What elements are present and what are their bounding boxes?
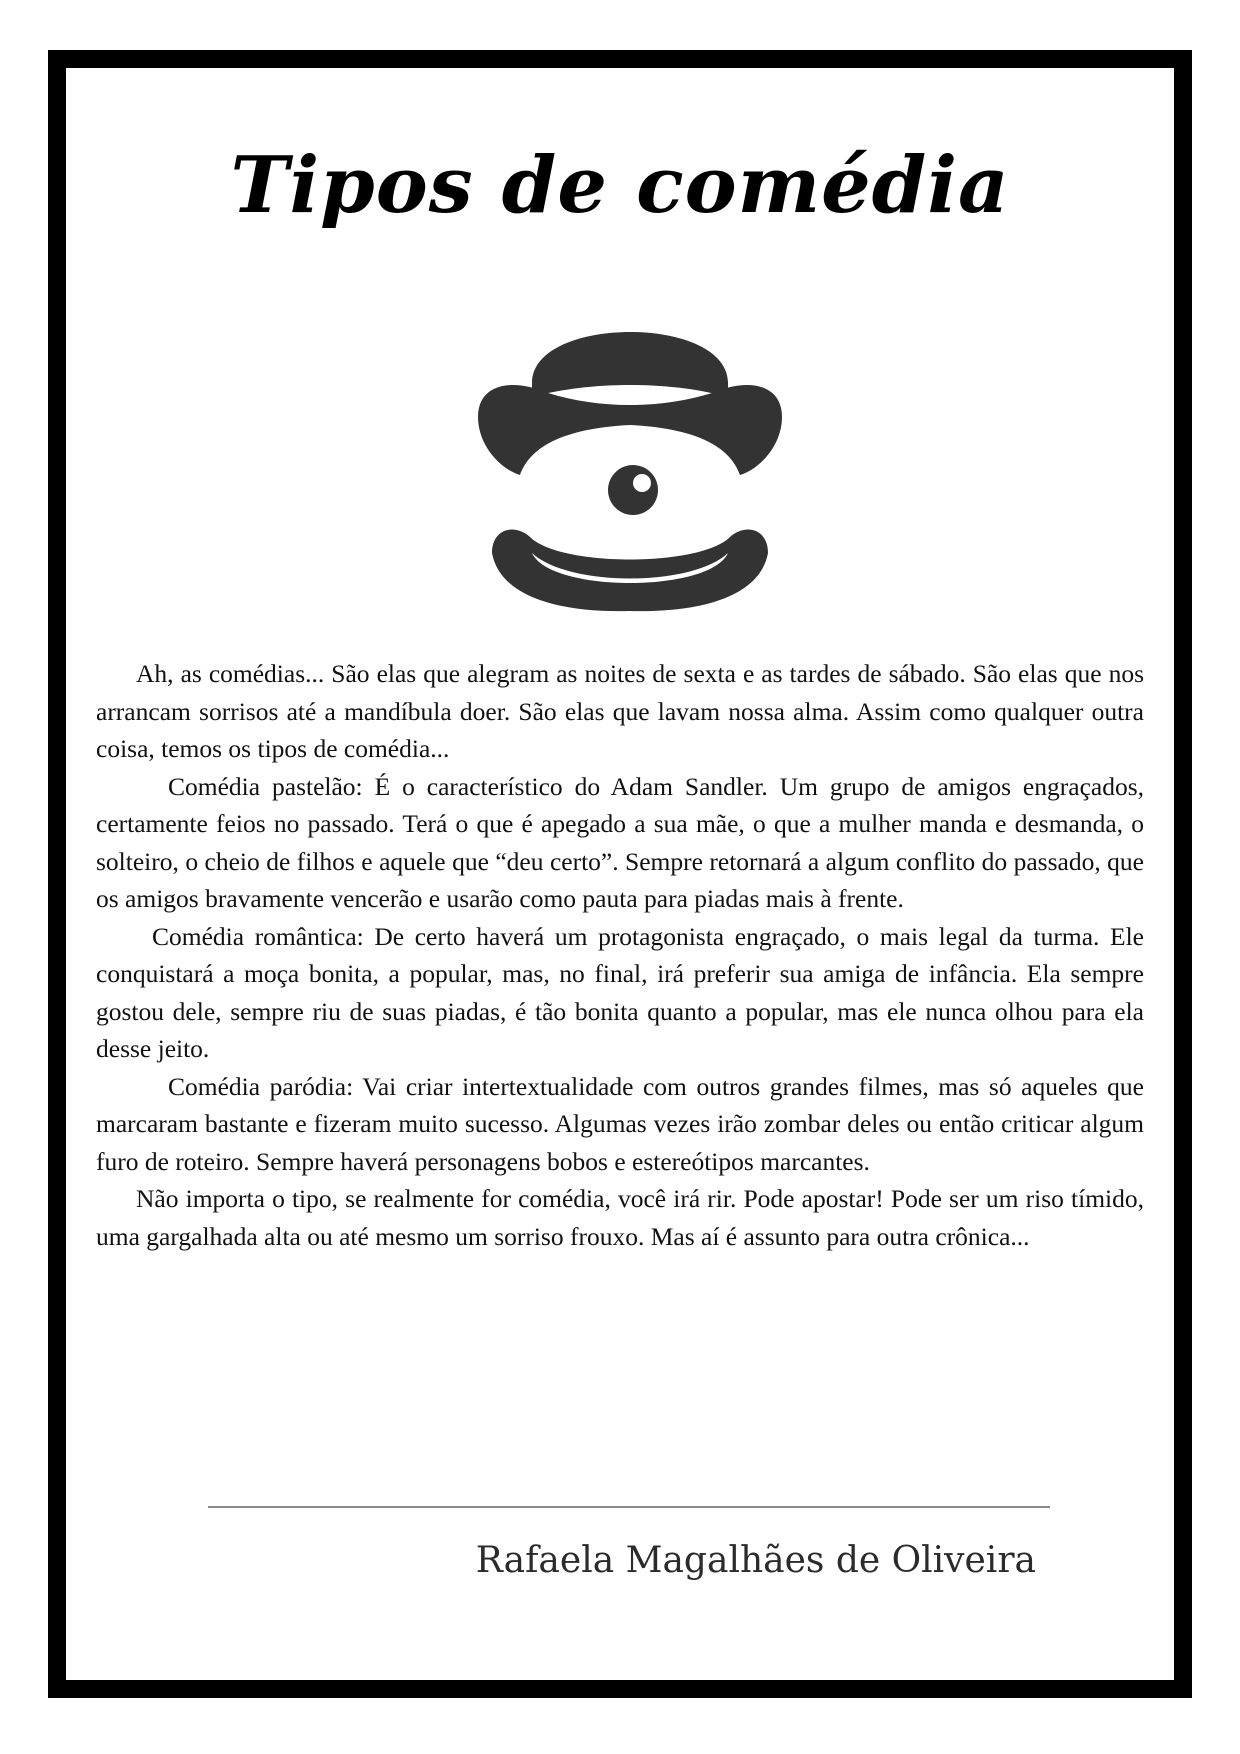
signature-line [208, 1506, 1050, 1508]
author-signature: Rafaela Magalhães de Oliveira [475, 1540, 1036, 1581]
page-title: Tipos de comédia [230, 140, 1010, 231]
clown-nose [608, 465, 658, 515]
article-body [96, 655, 1144, 1255]
paragraph-romantica: Comédia romântica: De certo haverá um protagonista engraçado, o mais legal da turma. Ele conquistará a moça bonita, a popular, mas, no final, irá preferir sua amiga de infância. Ela sempre gostou dele, sempre riu de suas piadas, é tão bonita quanto a popular, mas ele nunca olhou para ela desse jeito. [96, 921, 1144, 1063]
nose-highlight [633, 474, 651, 492]
paragraph-intro: Ah, as comédias... São elas que alegram as noites de sexta e as tardes de sábado. São elas que nos arrancam sorrisos até a mandíbula doer. São elas que lavam nossa alma. Assim como qualquer outra coisa, temos os tipos de comédia... [96, 659, 1144, 763]
paragraph-pastelao: Comédia pastelão: É o característico do Adam Sandler. Um grupo de amigos engraçados, certamente feios no passado. Terá o que é apegado a sua mãe, o que a mulher manda e desmanda, o solteiro, o cheio de filhos e aquele que “deu certo”. Sempre retornará a algum conflito do passado, que os amigos bravamente vencerão e usarão como pauta para piadas mais à frente. [96, 771, 1144, 913]
hat-crown [532, 332, 728, 397]
clown-mouth [492, 530, 768, 612]
paragraph-parodia: Comédia paródia: Vai criar intertextualidade com outros grandes filmes, mas só aqueles que marcaram bastante e fizeram muito sucesso. Algumas vezes irão zombar deles ou então criticar algum furo de roteiro. Sempre haverá personagens bobos e estereótipos marcantes. [96, 1071, 1144, 1176]
clown-face-icon [470, 305, 790, 615]
paragraph-conclusion: Não importa o tipo, se realmente for comédia, você irá rir. Pode apostar! Pode ser um riso tímido, uma gargalhada alta ou até mesmo um sorriso frouxo. Mas aí é assunto para outra crônica... [96, 1184, 1144, 1251]
hat-brim [478, 385, 782, 475]
